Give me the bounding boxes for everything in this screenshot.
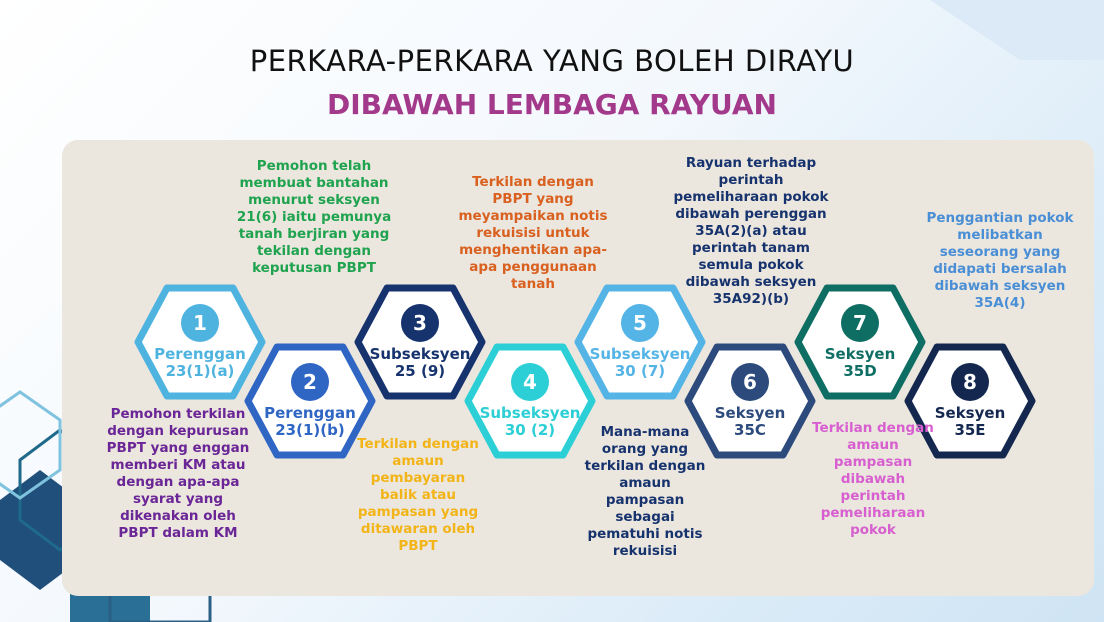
hexagon-label-line-1: Seksyen (934, 404, 1006, 422)
description-2: Pemohon telah membuat bantahan menurut seksyen 21(6) iaitu pemunya tanah berjiran yang tekilan dengan keputusan PBPT (236, 158, 392, 276)
step-number-badge: 7 (841, 304, 879, 342)
description-4: Terkilan dengan PBPT yang meyampaikan notis rekuisisi untuk menghentikan apa-apa penggunaan tanah (458, 174, 608, 292)
hexagon-label-line-2: 30 (7) (614, 362, 666, 380)
hexagon-label-line-2: 30 (2) (504, 421, 556, 439)
description-6: Rayuan terhadap perintah pemeliharaan pokok dibawah perenggan 35A(2)(a) atau perintah tanam semula pokok dibawah seksyen 35A92)(b) (673, 155, 829, 307)
description-1: Pemohon terkilan dengan kepurusan PBPT yang enggan memberi KM atau dengan apa-apa syarat yang dikenakan oleh PBPT dalam KM (106, 406, 250, 541)
hexagon-label (464, 405, 596, 439)
hexagon-label-line-2: 35C (734, 421, 766, 439)
description-5: Mana-mana orang yang terkilan dengan amaun pampasan sebagai pematuhi notis rekuisisi (584, 424, 706, 559)
hexagon-label-line-2: 25 (9) (394, 362, 446, 380)
step-number-badge: 3 (401, 304, 439, 342)
hexagon-label-line-2: 23(1)(a) (165, 362, 235, 380)
description-3: Terkilan dengan amaun pembayaran balik atau pampasan yang ditawaran oleh PBPT (357, 436, 479, 554)
hexagon-label-line-1: Subseksyen (589, 345, 691, 363)
description-8: Terkilan dengan amaun pampasan dibawah perintah pemeliharaan pokok (812, 420, 934, 538)
hexagon-label-line-2: 35E (954, 421, 986, 439)
title-line-1: PERKARA-PERKARA YANG BOLEH DIRAYU (249, 44, 855, 78)
step-number-badge: 2 (291, 363, 329, 401)
hexagon-label (244, 405, 376, 439)
step-number-badge: 8 (951, 363, 989, 401)
step-number-badge: 1 (181, 304, 219, 342)
hexagon-label-line-2: 35D (843, 362, 877, 380)
hexagon-label-line-1: Subseksyen (369, 345, 471, 363)
step-number-badge: 5 (621, 304, 659, 342)
title-line-2: DIBAWAH LEMBAGA RAYUAN (327, 88, 777, 121)
step-number-badge: 4 (511, 363, 549, 401)
description-7: Penggantian pokok melibatkan seseorang yang didapati bersalah dibawah seksyen 35A(4) (926, 210, 1074, 311)
hexagon-label-line-1: Seksyen (824, 345, 896, 363)
hexagon-label-line-2: 23(1)(b) (275, 421, 345, 439)
hexagon-label-line-1: Subseksyen (479, 404, 581, 422)
hexagon-label-line-1: Perenggan (264, 404, 356, 422)
hexagon-label-line-1: Perenggan (154, 345, 246, 363)
step-number-badge: 6 (731, 363, 769, 401)
hexagon-label-line-1: Seksyen (714, 404, 786, 422)
